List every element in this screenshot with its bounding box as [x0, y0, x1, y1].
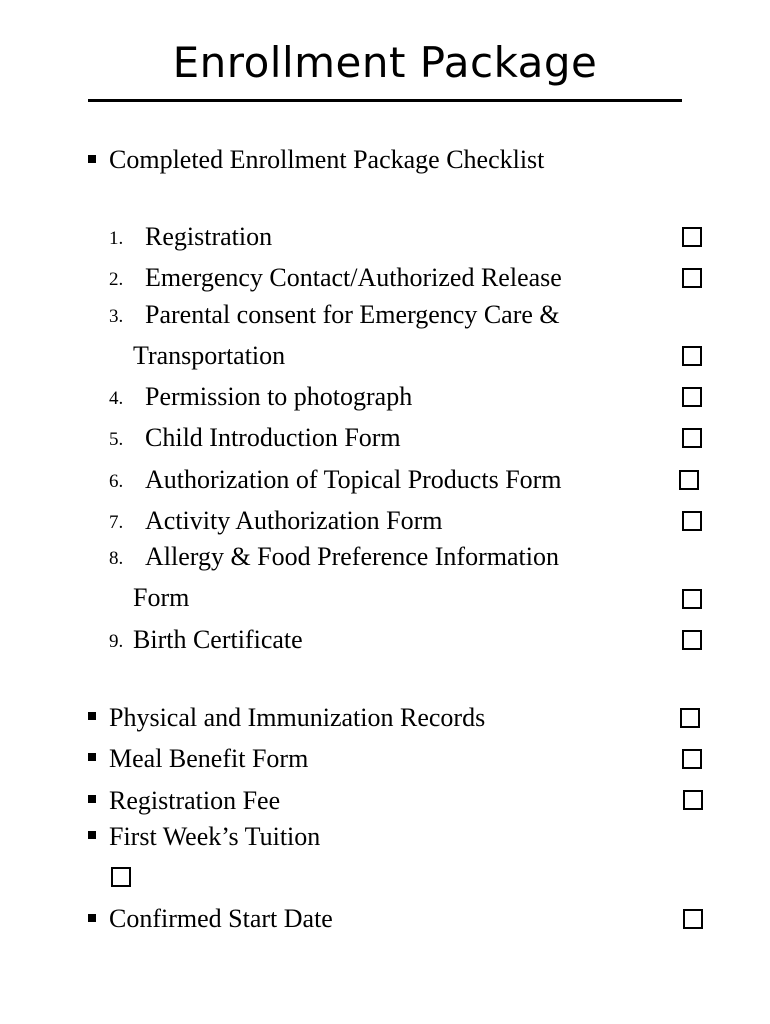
item-number: 8. [109, 548, 124, 569]
item-label: Child Introduction Form [145, 423, 401, 452]
bullet-item-label: Confirmed Start Date [109, 904, 333, 933]
item-label: Allergy & Food Preference Information [145, 542, 559, 571]
checkbox-icon[interactable] [679, 470, 699, 490]
item-label: Birth Certificate [133, 625, 303, 654]
square-bullet-icon [88, 795, 96, 803]
bullet-item-label: Physical and Immunization Records [109, 703, 486, 732]
square-bullet-icon [88, 831, 96, 839]
checkbox-icon[interactable] [682, 749, 702, 769]
title-underline [88, 99, 682, 102]
square-bullet-icon [88, 914, 96, 922]
square-bullet-icon [88, 753, 96, 761]
checkbox-icon[interactable] [682, 428, 702, 448]
checkbox-icon[interactable] [680, 708, 700, 728]
item-label: Permission to photograph [145, 382, 413, 411]
item-label-continued: Form [133, 583, 190, 612]
item-number: 2. [109, 269, 124, 290]
checkbox-icon[interactable] [111, 867, 131, 887]
item-number: 4. [109, 388, 124, 409]
square-bullet-icon [88, 712, 96, 720]
item-number: 3. [109, 306, 124, 327]
checkbox-icon[interactable] [682, 387, 702, 407]
item-number: 7. [109, 512, 124, 533]
checkbox-icon[interactable] [683, 909, 703, 929]
checkbox-icon[interactable] [682, 227, 702, 247]
checkbox-icon[interactable] [682, 589, 702, 609]
item-label: Activity Authorization Form [145, 506, 443, 535]
checkbox-icon[interactable] [682, 268, 702, 288]
checkbox-icon[interactable] [683, 790, 703, 810]
item-label: Registration [145, 222, 273, 251]
bullet-item-label: Meal Benefit Form [109, 744, 309, 773]
item-number: 1. [109, 228, 124, 249]
item-number: 9. [109, 631, 124, 652]
checklist-heading: Completed Enrollment Package Checklist [109, 145, 545, 174]
bullet-item-label: Registration Fee [109, 786, 281, 815]
item-number: 5. [109, 429, 124, 450]
item-number: 6. [109, 471, 124, 492]
item-label-continued: Transportation [133, 341, 286, 370]
square-bullet-icon [88, 155, 96, 163]
checkbox-icon[interactable] [682, 511, 702, 531]
item-label: Emergency Contact/Authorized Release [145, 263, 562, 292]
bullet-item-label: First Week’s Tuition [109, 822, 321, 851]
item-label: Authorization of Topical Products Form [145, 465, 562, 494]
checkbox-icon[interactable] [682, 346, 702, 366]
item-label: Parental consent for Emergency Care & [145, 300, 560, 329]
checkbox-icon[interactable] [682, 630, 702, 650]
page-title: Enrollment Package [172, 38, 598, 87]
